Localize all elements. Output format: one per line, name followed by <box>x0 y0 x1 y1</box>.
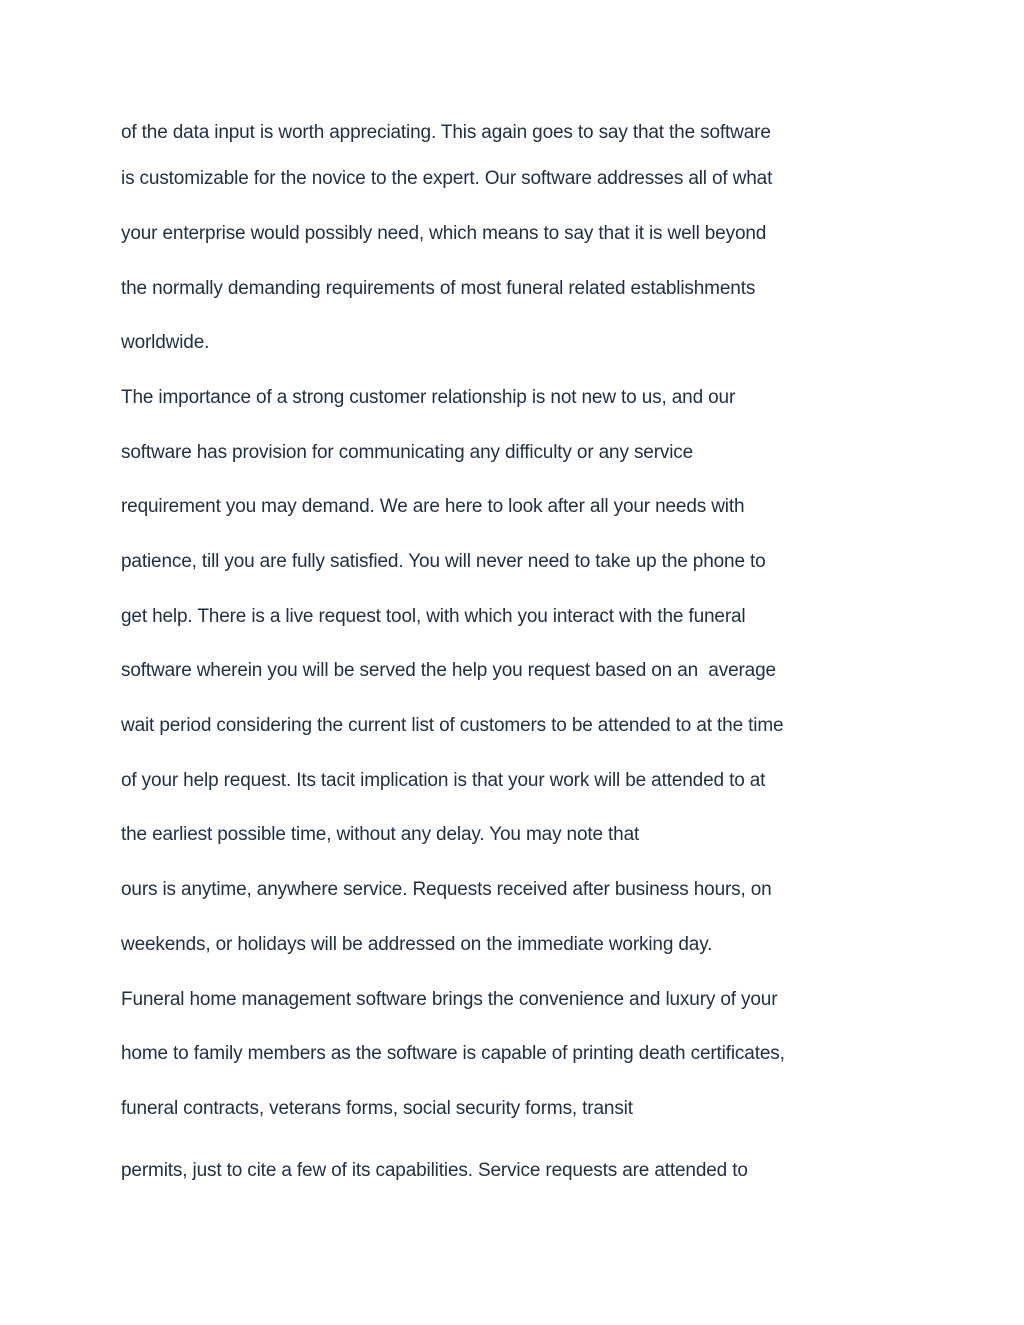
text-line: your enterprise would possibly need, which means to say that it is well beyond <box>121 223 767 244</box>
text-line: wait period considering the current list of customers to be attended to at the time <box>121 715 784 736</box>
text-line: get help. There is a live request tool, with which you interact with the funeral <box>121 606 746 627</box>
text-line: home to family members as the software is capable of printing death certificates, <box>121 1043 785 1064</box>
text-line: funeral contracts, veterans forms, social security forms, transit <box>121 1098 633 1119</box>
text-line: software has provision for communicating any difficulty or any service <box>121 442 694 463</box>
text-line: requirement you may demand. We are here to look after all your needs with <box>121 496 745 517</box>
text-line: weekends, or holidays will be addressed on the immediate working day. <box>121 934 713 955</box>
text-line: the normally demanding requirements of most funeral related establishments <box>121 278 756 299</box>
text-line: ours is anytime, anywhere service. Requests received after business hours, on <box>121 879 772 900</box>
text-line: permits, just to cite a few of its capabilities. Service requests are attended to <box>121 1160 748 1181</box>
text-line: of your help request. Its tacit implication is that your work will be attended to at <box>121 770 766 791</box>
text-line: the earliest possible time, without any delay. You may note that <box>121 824 640 845</box>
text-line: patience, till you are fully satisfied. You will never need to take up the phone to <box>121 551 766 572</box>
text-line: of the data input is worth appreciating. This again goes to say that the software <box>121 122 771 143</box>
text-line: software wherein you will be served the help you request based on an average <box>121 660 776 681</box>
text-line: The importance of a strong customer relationship is not new to us, and our <box>121 387 736 408</box>
text-line: worldwide. <box>121 332 210 353</box>
text-line: is customizable for the novice to the expert. Our software addresses all of what <box>121 168 773 189</box>
text-line: Funeral home management software brings the convenience and luxury of your <box>121 989 778 1010</box>
